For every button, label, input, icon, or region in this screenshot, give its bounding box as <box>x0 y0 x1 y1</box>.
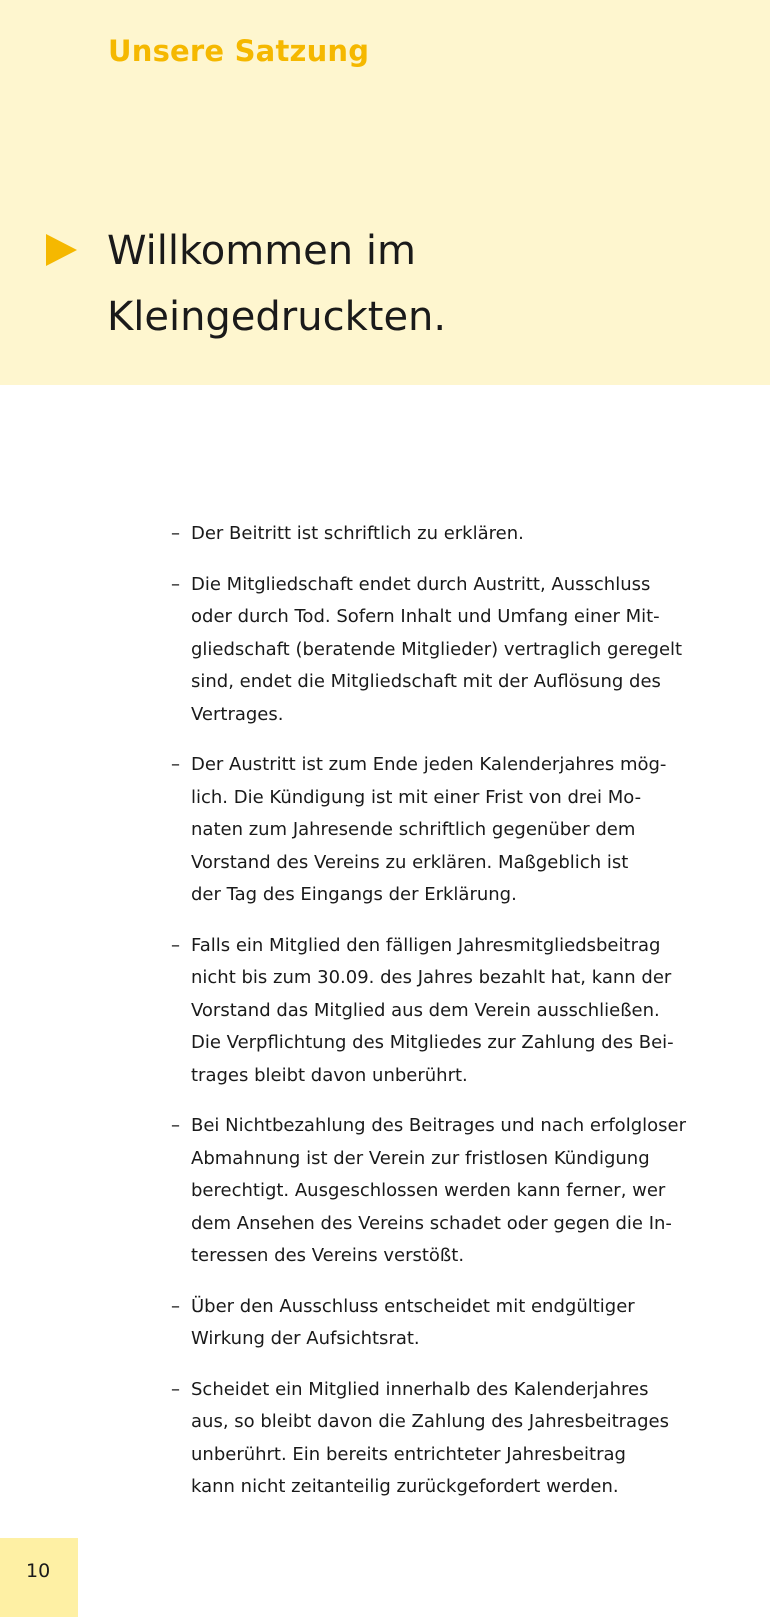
list-item-text: naten zum Jahresende schriftlich gegenüber dem <box>191 819 636 840</box>
list-item-text: der Tag des Eingangs der Erklärung. <box>191 884 517 905</box>
headline-line: Willkommen im <box>107 228 416 274</box>
list-item-text: sind, endet die Mitgliedschaft mit der Auflösung des <box>191 671 661 692</box>
play-triangle-icon <box>46 234 77 266</box>
list-item-text: Der Beitritt ist schriftlich zu erklären. <box>191 523 524 544</box>
list-item-text: Über den Ausschluss entscheidet mit endgültiger <box>191 1295 635 1317</box>
list-item-text: trages bleibt davon unberührt. <box>191 1064 468 1086</box>
list-item-text: nicht bis zum 30.09. des Jahres bezahlt hat, kann der <box>191 967 672 988</box>
list-item-text: aus, so bleibt davon die Zahlung des Jahresbeitrages <box>191 1411 669 1432</box>
list-item-text: unberührt. Ein bereits entrichteter Jahresbeitrag <box>191 1443 626 1465</box>
dash-bullet: – <box>171 1378 180 1400</box>
statute-list <box>171 518 691 1522</box>
dash-bullet: – <box>171 573 180 595</box>
list-item-text: gliedschaft (beratende Mitglieder) vertraglich geregelt <box>191 638 683 660</box>
list-item-text: Scheidet ein Mitglied innerhalb des Kalenderjahres <box>191 1378 649 1400</box>
list-item <box>171 749 691 912</box>
header-band <box>0 0 770 385</box>
list-item-text: kann nicht zeitanteilig zurückgefordert werden. <box>191 1476 619 1497</box>
list-item-text: Vertrages. <box>191 703 284 725</box>
dash-bullet: – <box>171 523 180 544</box>
list-item-text: berechtigt. Ausgeschlossen werden kann ferner, wer <box>191 1180 666 1201</box>
list-item-text: Der Austritt ist zum Ende jeden Kalenderjahres mög- <box>191 754 667 775</box>
list-item-text: Falls ein Mitglied den fälligen Jahresmitgliedsbeitrag <box>191 934 661 956</box>
list-item-text: Wirkung der Aufsichtsrat. <box>191 1328 420 1349</box>
list-item-text: Die Mitgliedschaft endet durch Austritt, Ausschluss <box>191 573 651 595</box>
list-item-text: oder durch Tod. Sofern Inhalt und Umfang einer Mit- <box>191 606 660 627</box>
page-number: 10 <box>26 1560 51 1582</box>
dash-bullet: – <box>171 1295 180 1317</box>
list-item-text: Abmahnung ist der Verein zur fristlosen Kündigung <box>191 1147 650 1169</box>
list-item <box>171 518 691 551</box>
dash-bullet: – <box>171 1115 180 1136</box>
list-item-text: lich. Die Kündigung ist mit einer Frist von drei Mo- <box>191 786 642 808</box>
list-item <box>171 569 691 732</box>
list-item <box>171 930 691 1093</box>
list-item-text: teressen des Vereins verstößt. <box>191 1245 465 1266</box>
dash-bullet: – <box>171 934 180 956</box>
dash-bullet: – <box>171 754 180 775</box>
list-item-text: dem Ansehen des Vereins schadet oder gegen die In- <box>191 1212 672 1234</box>
section-label: Unsere Satzung <box>108 34 370 68</box>
list-item-text: Bei Nichtbezahlung des Beitrages und nach erfolgloser <box>191 1115 686 1136</box>
list-item <box>171 1110 691 1273</box>
list-item-text: Vorstand das Mitglied aus dem Verein ausschließen. <box>191 999 660 1021</box>
list-item-text: Die Verpflichtung des Mitgliedes zur Zahlung des Bei- <box>191 1032 674 1053</box>
list-item-text: Vorstand des Vereins zu erklären. Maßgeblich ist <box>191 851 629 873</box>
headline-line: Kleingedruckten. <box>107 294 447 340</box>
list-item <box>171 1291 691 1356</box>
page-headline <box>107 218 446 350</box>
list-item <box>171 1374 691 1504</box>
